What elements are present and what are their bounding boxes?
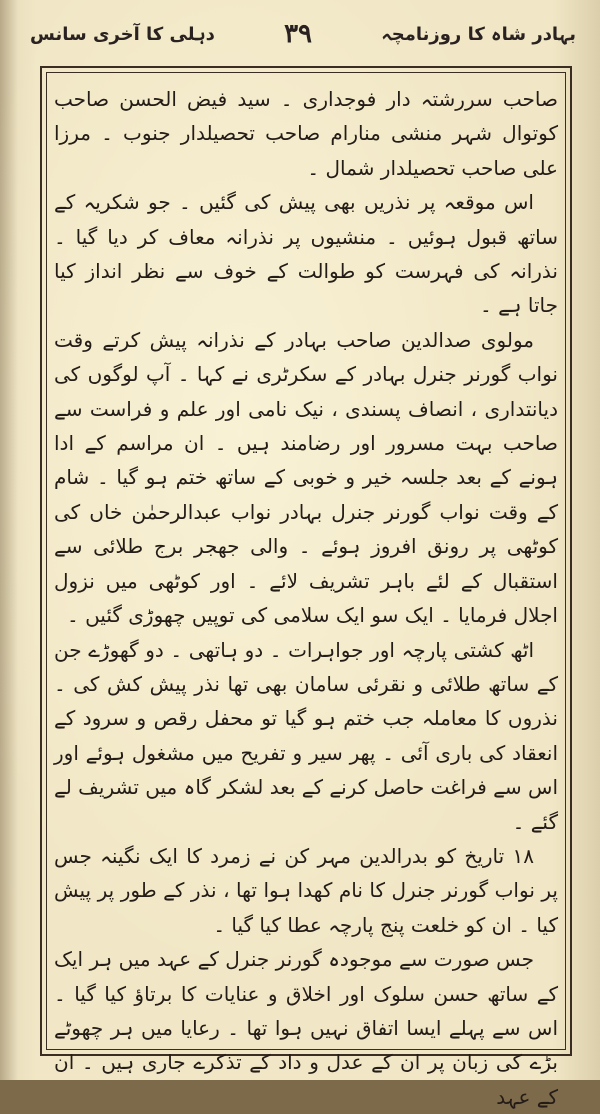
book-title: بہادر شاہ کا روزنامچہ: [381, 23, 576, 45]
paragraph: صاحب سررشتہ دار فوجداری ۔ سید فیض الحسن صاحب کوتوال شہر منشی منارام صاحب تحصیلدار جنوب ۔ مرزا علی صاحب تحصیلدار شمال ۔: [54, 87, 558, 180]
paragraph: ۱۸ تاریخ کو بدرالدین مہر کن نے زمرد کا ایک نگینہ جس پر نواب گورنر جنرل کا نام کھدا ہوا تھا ، نذر کے طور پر پیش کیا ۔ ان کو خلعت پنج پارچہ عطا کیا گیا ۔: [54, 843, 558, 937]
section-title: دہلی کا آخری سانس: [30, 23, 215, 45]
paragraph: اس موقعہ پر نذریں بھی پیش کی گئیں ۔ جو شکریہ کے ساتھ قبول ہوئیں ۔ منشیوں پر نذرانہ معاف کر دیا گیا ۔ نذرانہ کی فہرست کو طوالت کے خوف سے نظر انداز کیا جاتا ہے ۔: [54, 190, 558, 318]
page-number: ۳۹: [284, 19, 313, 49]
body-text: [54, 82, 558, 1114]
paragraph: مولوی صدالدین صاحب بہادر کے نذرانہ پیش کرتے وقت نواب گورنر جنرل بہادر کے سکرٹری نے کہا ۔ آپ لوگوں کی دیانتداری ، انصاف پسندی ، نیک نامی اور علم و فراست سے صاحب بہت مسرور اور رضامند ہیں ۔ ان مراسم کے ادا ہونے کے بعد جلسہ خیر و خوبی کے ساتھ ختم ہو گیا ۔ شام کے وقت نواب گورنر جنرل بہادر نواب عبدالرحمٰن خاں کی کوٹھی پر رونق افروز ہوئے ۔ والی جھجر برج طلائی سے استقبال کے لئے باہر تشریف لائے ۔ اور کوٹھی میں نزول اجلال فرمایا ۔ ایک سو ایک سلامی کی توپیں چھوڑی گئیں ۔: [54, 327, 558, 628]
running-head: [30, 14, 576, 54]
paragraph: جس صورت سے موجودہ گورنر جنرل کے عہد میں ہر ایک کے ساتھ حسن سلوک اور اخلاق و عنایات کا برتاؤ کیا گیا ۔ اس سے پہلے ایسا اتفاق نہیں ہوا تھا ۔ رعایا میں ہر چھوٹے بڑے کی زبان پر ان کے عدل و داد کے تذکرے جاری ہیں ۔ ان کے عہد: [54, 947, 558, 1109]
binding-shadow: [0, 0, 18, 1080]
paragraph: اٹھ کشتی پارچہ اور جواہرات ۔ دو ہاتھی ۔ دو گھوڑے جن کے ساتھ طلائی و نقرئی سامان بھی تھا نذر پیش کش کی ۔ نذروں کا معاملہ جب ختم ہو گیا تو محفل رقص و سرود کے انعقاد کی باری آئی ۔ پھر سیر و تفریح میں مشغول ہوئے اور اس سے فراغت حاصل کرنے کے بعد لشکر گاہ میں تشریف لے گئے ۔: [54, 637, 558, 834]
